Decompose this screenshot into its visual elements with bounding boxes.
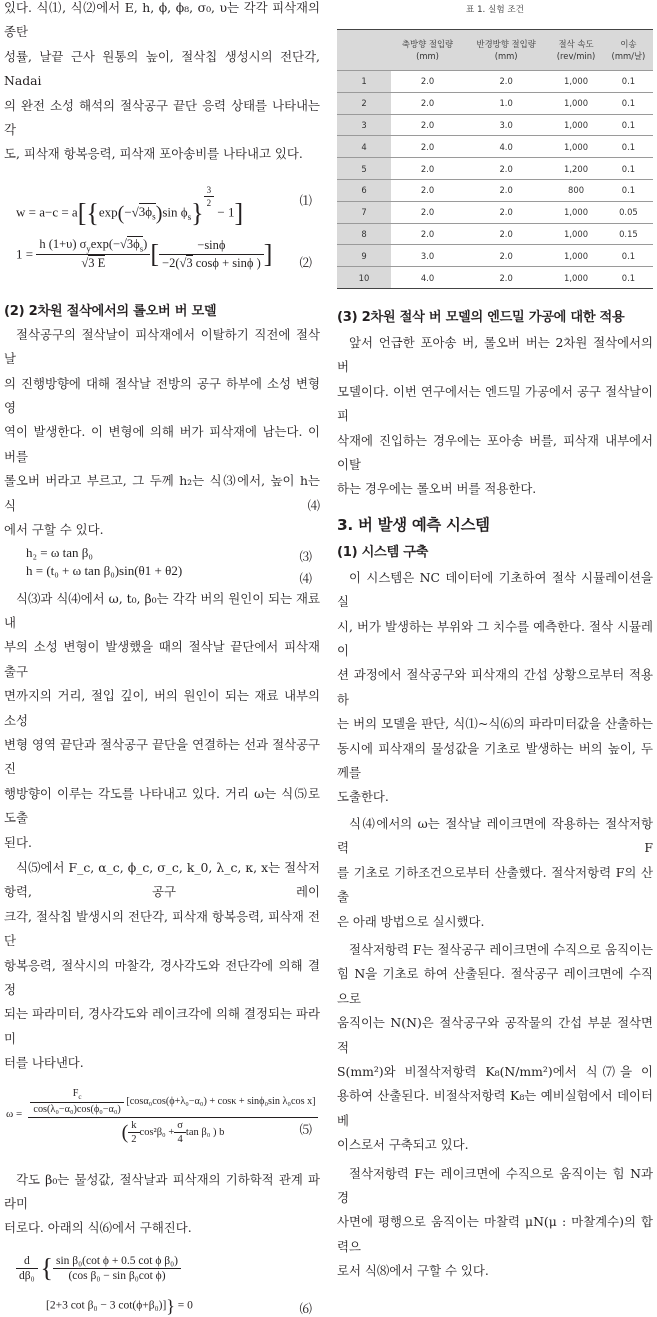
table-row <box>337 201 653 223</box>
table-cell: 1.0 <box>464 92 548 114</box>
table-cell: 2.0 <box>391 136 464 158</box>
table-header-unit: (mm/날) <box>611 51 646 61</box>
eq2-in-den-pre: −2( <box>162 255 180 270</box>
table-cell: 1,000 <box>548 136 604 158</box>
eq2-in-den-post: cosϕ + sinϕ ) <box>195 255 261 270</box>
table-header-cell <box>464 30 548 71</box>
table-header-unit: (rev/min) <box>556 51 596 61</box>
table-row-number: 10 <box>337 267 391 289</box>
table-cell: 2.0 <box>464 201 548 223</box>
text-line: 식⑷에서의 ω는 절삭날 레이크면에 작용하는 절삭저항력 F <box>337 815 653 856</box>
text-line: 움직이는 N(N)은 절삭공구와 공작물의 간섭 부분 절삭면적 <box>337 1015 653 1055</box>
table-cell: 0.1 <box>604 114 653 136</box>
text-line: 삭재에 진입하는 경우에는 포아송 버를, 피삭재 내부에서 이탈 <box>337 432 653 472</box>
table-cell: 0.15 <box>604 223 653 245</box>
eq1-minus1: − 1 <box>217 204 235 220</box>
table-cell: 0.05 <box>604 201 653 223</box>
eq5-den-b: cos²β₀ + <box>139 1126 175 1138</box>
equation-5: ω = $\frac{F_c}{\text{cos(λ₀−α₀)cos(ϕ₀−α₀)}}$ [cosα₀cos(ϕ+λ₀−α₀) + cosκ + sinϕ₀sin λ₀cos x] ( $\frac{k}{2}$ cos²β₀ + $\frac{\sigma}{4}$ tan β₀ ) b ⑸ <box>4 1086 320 1156</box>
text-line: 된다. <box>4 834 32 850</box>
eq5-den-a-d: 2 <box>131 1133 137 1145</box>
table-cell: 2.0 <box>391 158 464 180</box>
eq1-sin-sub: s <box>187 212 192 222</box>
text-line: 사면에 평행으로 움직이는 마찰력 μN(μ : 마찰계수)의 합력으 <box>337 1214 653 1254</box>
eq6-f-n: sin β₀(cot ϕ + 0.5 cot ϕ β₀) <box>53 1255 181 1269</box>
table-row <box>337 245 653 267</box>
table-cell: 0.1 <box>604 92 653 114</box>
table-row <box>337 114 653 136</box>
eq2-in-den-root: 3 <box>186 255 193 270</box>
eq1-pow-n: 3 <box>204 185 215 197</box>
eq2-den: 3 E <box>88 256 106 271</box>
eq1-lhs: w = a−c = a <box>16 204 78 220</box>
text-line: S(mm²)와 비절삭저항력 K₈(N/mm²)에서 식⑺을 이 <box>337 1063 653 1079</box>
section-3-paragraph <box>337 331 653 502</box>
table-header-empty <box>337 30 391 71</box>
table-cell: 2.0 <box>464 179 548 201</box>
subsection-1-title: (1) 시스템 구축 <box>337 544 429 560</box>
table-cell: 2.0 <box>391 92 464 114</box>
eq2-num-sub: y <box>86 243 91 254</box>
table-header-unit: (mm) <box>416 51 439 61</box>
table-cell: 0.1 <box>604 71 653 93</box>
table-row <box>337 136 653 158</box>
table-cell: 2.0 <box>464 267 548 289</box>
table-row-number: 2 <box>337 92 391 114</box>
table-header-row <box>337 30 653 71</box>
eq3-number: ⑶ <box>299 549 312 564</box>
eq1-exp: exp <box>98 204 118 220</box>
table-cell: 3.0 <box>464 114 548 136</box>
text-line: 힘 N을 기초로 하여 산출된다. 절삭공구 레이크면에 수직으로 <box>337 966 653 1006</box>
table-cell: 1,000 <box>548 245 604 267</box>
table-row <box>337 179 653 201</box>
eq5-den-c-n: σ <box>174 1120 186 1133</box>
eq6-lhs-n: d <box>16 1255 38 1269</box>
text-line: 되는 파라미터, 경사각도와 레이크각에 의해 결정되는 파라미 <box>4 1006 320 1046</box>
eq4-number: ⑷ <box>299 571 312 586</box>
equation-6: $\frac{d}{\text{dβ₀}}$ { $\frac{\text{sin β₀(cot ϕ + 0.5 cot ϕ β₀)}}{\text{(cos β₀ − sin β₀cot ϕ)}}$ [2+3 cot β₀ − 3 cot(ϕ+β₀)]} = 0 ⑹ <box>4 1247 320 1315</box>
table-cell: 0.1 <box>604 136 653 158</box>
eq2-root-sub: s <box>139 243 144 254</box>
table-row-number: 8 <box>337 223 391 245</box>
eq2-num: h (1+υ) σ <box>39 236 87 251</box>
paragraph-omega <box>4 587 320 855</box>
text-line: 의 진행방향에 대해 절삭날 전방의 공구 하부에 소성 변형 영 <box>4 375 320 416</box>
eq2-in-num: −sinϕ <box>159 238 264 255</box>
text-line: 성률, 날끝 근사 원통의 높이, 절삭칩 생성시의 전단각, Nadai <box>4 48 320 89</box>
table-cell: 0.1 <box>604 245 653 267</box>
right-column <box>337 0 653 1284</box>
text-line: 터로다. 아래의 식⑹에서 구해진다. <box>4 1220 192 1236</box>
text-line: 모델이다. 이번 연구에서는 엔드밀 가공에서 공구 절삭날이 피 <box>337 383 653 424</box>
paragraph-friction <box>337 1162 653 1284</box>
text-line: 역이 발생한다. 이 변형에 의해 버가 피삭재에 남는다. 이 버를 <box>4 424 320 464</box>
table-cell: 3.0 <box>391 245 464 267</box>
table-cell: 2.0 <box>391 223 464 245</box>
table-header-label: 절삭 속도 <box>558 39 594 49</box>
table-row <box>337 71 653 93</box>
text-line: 시, 버가 발생하는 부위와 그 치수를 예측한다. 절삭 시뮬레이 <box>337 618 653 659</box>
eq6-number: ⑹ <box>299 1301 312 1316</box>
table-row-number: 3 <box>337 114 391 136</box>
text-line: 변형 영역 끝단과 절삭공구 끝단을 연결하는 선과 절삭공구 진 <box>4 736 320 777</box>
chapter-3-title: 3. 버 발생 예측 시스템 <box>337 515 490 534</box>
text-line: 터를 나타낸다. <box>4 1055 84 1071</box>
text-line: 이스로서 구축되고 있다. <box>337 1137 469 1153</box>
section-3-title: (3) 2차원 절삭 버 모델의 엔드밀 가공에 대한 적용 <box>337 309 625 325</box>
text-line: 이 시스템은 NC 데이터에 기초하여 절삭 시뮬레이션을 실 <box>337 569 653 610</box>
text-line: 는 버의 모델을 판단, 식⑴~식⑹의 파라미터값을 산출하는 <box>337 716 653 732</box>
eq5-den-d: tan β₀ ) b <box>185 1126 225 1138</box>
equation-1: $w = a-c = a[\{\exp(-√3\phi_s)\sin$ $\phi_s$} $^{\frac{3}{2}}$ − 1] ⑴ <box>16 184 312 228</box>
text-line: 절삭공구의 절삭날이 피삭재에서 이탈하기 직전에 절삭날 <box>4 326 320 367</box>
eq5-den-c-d: 4 <box>177 1133 183 1145</box>
subsection-1-paragraph <box>337 566 653 810</box>
table-cell: 2.0 <box>391 201 464 223</box>
eq6-eq0: = 0 <box>177 1299 193 1312</box>
table-cell: 0.1 <box>604 179 653 201</box>
table-cell: 2.0 <box>391 114 464 136</box>
equation-4 <box>4 563 320 587</box>
text-line: 도, 피삭재 항복응력, 피삭재 포아송비를 나타내고 있다. <box>4 146 303 162</box>
table-header-label: 축방향 절입량 <box>401 39 454 49</box>
table-cell: 1,000 <box>548 92 604 114</box>
eq1-neg: − <box>124 204 132 220</box>
text-line: 를 기초로 기하조건으로부터 산출했다. 절삭저항력 F의 산출 <box>337 864 653 905</box>
table-row-number: 9 <box>337 245 391 267</box>
text-line: 절삭저항력 F는 레이크면에 수직으로 움직이는 힘 N과 경 <box>337 1165 653 1205</box>
eq1-pow-d: 2 <box>206 197 212 208</box>
eq2-number: ⑵ <box>299 255 312 270</box>
text-line: 식⑸에서 F_c, α_c, ϕ_c, σ_c, k_0, λ_c, κ, x는 절삭저항력, 공구 레이 <box>4 859 320 900</box>
paragraph-beta <box>4 1168 320 1241</box>
section-2-paragraph <box>4 323 320 543</box>
table-cell: 1,000 <box>548 71 604 93</box>
table-row <box>337 223 653 245</box>
text-line: 용하여 산출된다. 비절삭저항력 K₈는 예비실험에서 데이터베 <box>337 1088 653 1128</box>
table-cell: 0.1 <box>604 267 653 289</box>
intro-paragraph <box>4 0 320 167</box>
table-header-unit: (mm) <box>494 51 518 61</box>
text-line: 행방향이 이루는 각도를 나타내고 있다. 거리 ω는 식⑸로 도출 <box>4 785 320 826</box>
eq2-exp: exp <box>90 236 109 251</box>
text-line: 식⑶과 식⑷에서 ω, t₀, β₀는 각각 버의 원인이 되는 재료 내 <box>4 590 320 630</box>
table-header-cell <box>548 30 604 71</box>
eq1-root: 3ϕ <box>138 204 153 220</box>
text-line: 은 아래 방법으로 실시했다. <box>337 913 485 929</box>
table-cell: 2.0 <box>464 245 548 267</box>
table-header-cell <box>391 30 464 71</box>
section-2-title: (2) 2차원 절삭에서의 롤오버 버 모델 <box>4 303 217 319</box>
eq3-body: h₂ = ω tan β₀ <box>26 544 93 560</box>
text-line: 의 완전 소성 해석의 절삭공구 끝단 응력 상태를 나타내는 각 <box>4 97 320 138</box>
eq5-fc-sub: c <box>78 1092 82 1101</box>
text-line: 크각, 절삭칩 발생시의 전단각, 피삭재 항복응력, 피삭재 전단 <box>4 908 320 949</box>
text-line: 하는 경우에는 롤오버 버를 적용한다. <box>337 481 537 497</box>
table-cell: 2.0 <box>391 179 464 201</box>
text-line: 면까지의 거리, 절입 깊이, 버의 원인이 되는 재료 내부의 소성 <box>4 688 320 728</box>
table-header-label: 이송 <box>620 39 637 49</box>
eq6-f-d: (cos β₀ − sin β₀cot ϕ) <box>68 1269 166 1282</box>
eq5-num: [cosα₀cos(ϕ+λ₀−α₀) + cosκ + sinϕ₀sin λ₀cos x] <box>126 1095 316 1107</box>
text-line: 도출한다. <box>337 789 389 805</box>
eq5-fc: F <box>72 1087 79 1099</box>
table-row-number: 5 <box>337 158 391 180</box>
table-caption: 표 1. 실험 조건 <box>466 5 524 15</box>
table-cell: 1,200 <box>548 158 604 180</box>
table-cell: 4.0 <box>464 136 548 158</box>
table-cell: 800 <box>548 179 604 201</box>
equation-2: 1 = $\frac{h (1+\upsilon) \sigma_y\exp(-√3\phi_s)}{√3 E}$ [ $\frac{-\sin\phi}{-2(√3 \cos\phi + \sin\phi )}$ ] ⑵ <box>16 236 312 271</box>
eq5-den-a-n: k <box>128 1120 139 1133</box>
table-cell: 2.0 <box>464 223 548 245</box>
table-row-number: 7 <box>337 201 391 223</box>
left-column <box>4 0 320 1315</box>
eq1-root-sub: s <box>152 212 156 222</box>
eq1-number: ⑴ <box>299 193 312 208</box>
table-cell: 0.1 <box>604 158 653 180</box>
text-line: 션 과정에서 절삭공구와 피삭재의 간섭 상황으로부터 적용하 <box>337 667 653 707</box>
table-cell: 1,000 <box>548 114 604 136</box>
eq5-den1: cos(λ₀−α₀)cos(ϕ₀−α₀) <box>33 1103 121 1115</box>
text-line: 동시에 피삭재의 물성값을 기초로 발생하는 버의 높이, 두께를 <box>337 740 653 781</box>
table-row-number: 4 <box>337 136 391 158</box>
table-row-number: 1 <box>337 71 391 93</box>
table-cell: 2.0 <box>391 71 464 93</box>
table-header-cell <box>604 30 653 71</box>
text-line: 앞서 언급한 포아송 버, 롤오버 버는 2차원 절삭에서의 버 <box>337 334 653 375</box>
text-line: 롤오버 버라고 부르고, 그 두께 h₂는 식⑶에서, 높이 h는 식⑷ <box>4 473 320 513</box>
table-header-label: 반경방향 절입량 <box>476 39 536 49</box>
eq4-body: h = (t₀ + ω tan β₀)sin(θ1 + θ2) <box>26 562 183 578</box>
eq1-sin: sin ϕ <box>162 204 188 220</box>
eq6-lhs-d: dβ₀ <box>19 1269 35 1282</box>
table-cell: 1,000 <box>548 223 604 245</box>
table-row <box>337 267 653 289</box>
eq5-lhs: ω = <box>6 1107 23 1120</box>
eq2-root: 3ϕ <box>126 236 140 251</box>
table-cell: 2.0 <box>464 158 548 180</box>
table-cell: 1,000 <box>548 201 604 223</box>
table-row <box>337 92 653 114</box>
table-row <box>337 158 653 180</box>
text-line: 각도 β₀는 물성값, 절삭날과 피삭재의 기하학적 관계 파라미 <box>4 1171 320 1212</box>
equation-3 <box>4 545 320 563</box>
table-cell: 4.0 <box>391 267 464 289</box>
table-row-number: 6 <box>337 179 391 201</box>
paragraph-normal-force <box>337 938 653 1158</box>
table-cell: 2.0 <box>464 71 548 93</box>
paragraph-force-f <box>337 812 653 934</box>
text-line: 부의 소성 변형이 발생했을 때의 절삭날 끝단에서 피삭재 출구 <box>4 639 320 679</box>
eq5-number: ⑸ <box>299 1122 312 1137</box>
paragraph-symbols <box>4 856 320 1076</box>
text-line: 항복응력, 절삭시의 마찰각, 경사각도와 전단각에 의해 결정 <box>4 957 320 997</box>
text-line: 있다. 식⑴, 식⑵에서 E, h, ϕ, ϕ₈, σ₀, υ는 각각 피삭재의 종탄 <box>4 0 320 40</box>
eq6-line2: [2+3 cot β₀ − 3 cot(ϕ+β₀)] <box>46 1299 167 1312</box>
text-line: 절삭저항력 F는 절삭공구 레이크면에 수직으로 움직이는 <box>349 941 653 957</box>
experiment-conditions-table <box>337 29 653 289</box>
text-line: 에서 구할 수 있다. <box>4 522 104 538</box>
eq2-lhs: 1 = <box>16 246 34 262</box>
text-line: 로서 식⑻에서 구할 수 있다. <box>337 1263 489 1279</box>
table-cell: 1,000 <box>548 267 604 289</box>
